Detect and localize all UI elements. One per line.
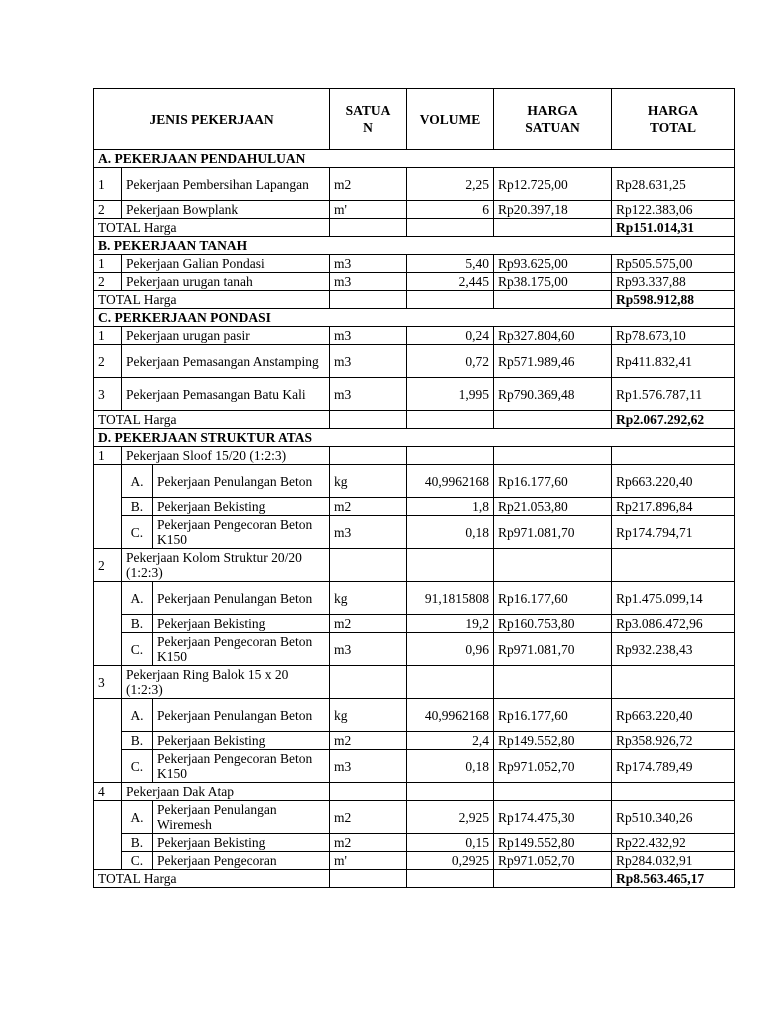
table-row [94,801,735,834]
total-price: Rp93.337,88 [612,273,735,291]
item-code: A. [122,801,153,834]
unit: kg [330,699,407,732]
header-satuan-line1: SATUA [345,103,391,118]
unit-price: Rp16.177,60 [494,699,612,732]
volume: 0,72 [407,345,494,378]
total-price: Rp284.032,91 [612,852,735,870]
item-code: C. [122,516,153,549]
volume: 1,995 [407,378,494,411]
unit-price: Rp149.552,80 [494,732,612,750]
group-row [94,447,735,465]
row-number: 3 [94,666,122,699]
header-harga-satuan-line2: SATUAN [525,120,580,135]
empty-cell [407,549,494,582]
row-number: 4 [94,783,122,801]
unit: m2 [330,732,407,750]
header-row [94,89,735,150]
section-title-row [94,237,735,255]
table-row [94,255,735,273]
empty-cell [494,411,612,429]
table-row [94,750,735,783]
group-name: Pekerjaan Ring Balok 15 x 20 (1:2:3) [122,666,330,699]
total-price: Rp932.238,43 [612,633,735,666]
indent-cell [94,699,122,783]
empty-cell [494,549,612,582]
volume: 0,2925 [407,852,494,870]
section-a-title: A. PEKERJAAN PENDAHULUAN [94,150,735,168]
row-number: 1 [94,447,122,465]
item-code: A. [122,699,153,732]
work-name: Pekerjaan Pengecoran Beton K150 [153,750,330,783]
group-row [94,549,735,582]
volume: 2,4 [407,732,494,750]
empty-cell [407,666,494,699]
work-name: Pekerjaan Bowplank [122,201,330,219]
total-price: Rp663.220,40 [612,699,735,732]
unit: m3 [330,378,407,411]
work-name: Pekerjaan urugan tanah [122,273,330,291]
work-name: Pekerjaan Galian Pondasi [122,255,330,273]
unit: m2 [330,168,407,201]
unit: m3 [330,327,407,345]
group-name: Pekerjaan Dak Atap [122,783,330,801]
unit: m3 [330,255,407,273]
indent-cell [94,465,122,549]
volume: 0,96 [407,633,494,666]
item-code: A. [122,465,153,498]
section-total: Rp151.014,31 [612,219,735,237]
total-price: Rp217.896,84 [612,498,735,516]
row-number: 1 [94,168,122,201]
volume: 0,18 [407,516,494,549]
table-row [94,834,735,852]
total-row [94,219,735,237]
total-price: Rp1.576.787,11 [612,378,735,411]
group-name: Pekerjaan Sloof 15/20 (1:2:3) [122,447,330,465]
unit: m2 [330,834,407,852]
unit-price: Rp971.081,70 [494,516,612,549]
table-row [94,273,735,291]
empty-cell [330,219,407,237]
total-row [94,870,735,888]
table-row [94,465,735,498]
work-name: Pekerjaan Bekisting [153,834,330,852]
unit-price: Rp16.177,60 [494,582,612,615]
volume: 0,15 [407,834,494,852]
table-row [94,615,735,633]
item-code: C. [122,852,153,870]
unit: kg [330,465,407,498]
header-satuan [330,89,407,150]
work-name: Pekerjaan Penulangan Beton [153,699,330,732]
unit-price: Rp16.177,60 [494,465,612,498]
unit-price: Rp160.753,80 [494,615,612,633]
unit: m3 [330,516,407,549]
unit-price: Rp971.052,70 [494,750,612,783]
table-row [94,378,735,411]
unit-price: Rp327.804,60 [494,327,612,345]
empty-cell [494,291,612,309]
unit: m3 [330,633,407,666]
unit-price: Rp149.552,80 [494,834,612,852]
group-row [94,783,735,801]
total-price: Rp174.794,71 [612,516,735,549]
header-harga-satuan [494,89,612,150]
group-row [94,666,735,699]
total-price: Rp358.926,72 [612,732,735,750]
empty-cell [494,870,612,888]
empty-cell [330,411,407,429]
work-name: Pekerjaan Penulangan Wiremesh [153,801,330,834]
work-name: Pekerjaan Pemasangan Anstamping [122,345,330,378]
section-total: Rp2.067.292,62 [612,411,735,429]
empty-cell [407,447,494,465]
total-price: Rp28.631,25 [612,168,735,201]
item-code: B. [122,498,153,516]
empty-cell [407,783,494,801]
table-row [94,633,735,666]
total-label: TOTAL Harga [94,219,330,237]
indent-cell [94,801,122,870]
total-price: Rp3.086.472,96 [612,615,735,633]
volume: 1,8 [407,498,494,516]
volume: 40,9962168 [407,699,494,732]
table-row [94,699,735,732]
total-price: Rp122.383,06 [612,201,735,219]
unit: m' [330,852,407,870]
table-row [94,732,735,750]
item-code: A. [122,582,153,615]
header-harga-total-line1: HARGA [647,103,699,118]
work-name: Pekerjaan Pengecoran [153,852,330,870]
empty-cell [612,447,735,465]
header-jenis: JENIS PEKERJAAN [94,89,330,150]
indent-cell [94,582,122,666]
table-row [94,498,735,516]
table-row [94,582,735,615]
volume: 0,18 [407,750,494,783]
volume: 19,2 [407,615,494,633]
header-harga-total [612,89,735,150]
unit: m3 [330,273,407,291]
work-name: Pekerjaan Pemasangan Batu Kali [122,378,330,411]
row-number: 2 [94,345,122,378]
table-row [94,201,735,219]
table-row [94,327,735,345]
total-price: Rp1.475.099,14 [612,582,735,615]
table-row [94,345,735,378]
total-price: Rp663.220,40 [612,465,735,498]
unit-price: Rp971.081,70 [494,633,612,666]
empty-cell [330,666,407,699]
section-b-title: B. PEKERJAAN TANAH [94,237,735,255]
empty-cell [407,291,494,309]
unit-price: Rp20.397,18 [494,201,612,219]
unit: m3 [330,345,407,378]
header-harga-total-line2: TOTAL [650,120,697,135]
item-code: C. [122,633,153,666]
volume: 2,925 [407,801,494,834]
total-row [94,291,735,309]
total-price: Rp78.673,10 [612,327,735,345]
row-number: 1 [94,255,122,273]
empty-cell [330,870,407,888]
item-code: B. [122,834,153,852]
total-price: Rp505.575,00 [612,255,735,273]
empty-cell [494,219,612,237]
empty-cell [330,783,407,801]
header-volume: VOLUME [407,89,494,150]
empty-cell [407,219,494,237]
volume: 0,24 [407,327,494,345]
unit: m3 [330,750,407,783]
empty-cell [330,291,407,309]
unit-price: Rp21.053,80 [494,498,612,516]
work-name: Pekerjaan Bekisting [153,732,330,750]
empty-cell [330,447,407,465]
total-price: Rp510.340,26 [612,801,735,834]
total-price: Rp411.832,41 [612,345,735,378]
unit: m2 [330,801,407,834]
work-name: Pekerjaan Penulangan Beton [153,465,330,498]
empty-cell [612,783,735,801]
section-title-row [94,150,735,168]
row-number: 2 [94,273,122,291]
work-name: Pekerjaan Pembersihan Lapangan [122,168,330,201]
section-c-title: C. PERKERJAAN PONDASI [94,309,735,327]
volume: 6 [407,201,494,219]
row-number: 3 [94,378,122,411]
work-name: Pekerjaan Penulangan Beton [153,582,330,615]
table-row [94,852,735,870]
empty-cell [612,549,735,582]
total-row [94,411,735,429]
volume: 91,1815808 [407,582,494,615]
unit-price: Rp12.725,00 [494,168,612,201]
table-row [94,168,735,201]
empty-cell [330,549,407,582]
empty-cell [494,666,612,699]
unit-price: Rp93.625,00 [494,255,612,273]
unit: m2 [330,498,407,516]
group-name: Pekerjaan Kolom Struktur 20/20 (1:2:3) [122,549,330,582]
empty-cell [494,783,612,801]
work-name: Pekerjaan Pengecoran Beton K150 [153,633,330,666]
section-d-title: D. PEKERJAAN STRUKTUR ATAS [94,429,735,447]
work-name: Pekerjaan Bekisting [153,615,330,633]
total-price: Rp174.789,49 [612,750,735,783]
unit-price: Rp571.989,46 [494,345,612,378]
volume: 5,40 [407,255,494,273]
item-code: B. [122,615,153,633]
empty-cell [612,666,735,699]
unit-price: Rp38.175,00 [494,273,612,291]
unit: kg [330,582,407,615]
empty-cell [407,870,494,888]
total-price: Rp22.432,92 [612,834,735,852]
header-harga-satuan-line1: HARGA [527,103,578,118]
row-number: 2 [94,549,122,582]
table-row [94,516,735,549]
total-label: TOTAL Harga [94,291,330,309]
total-label: TOTAL Harga [94,411,330,429]
row-number: 2 [94,201,122,219]
cost-estimate-table [93,88,735,888]
volume: 2,25 [407,168,494,201]
section-total: Rp8.563.465,17 [612,870,735,888]
unit-price: Rp971.052,70 [494,852,612,870]
volume: 40,9962168 [407,465,494,498]
unit: m' [330,201,407,219]
section-total: Rp598.912,88 [612,291,735,309]
work-name: Pekerjaan urugan pasir [122,327,330,345]
work-name: Pekerjaan Bekisting [153,498,330,516]
volume: 2,445 [407,273,494,291]
section-title-row [94,309,735,327]
total-label: TOTAL Harga [94,870,330,888]
item-code: C. [122,750,153,783]
work-name: Pekerjaan Pengecoran Beton K150 [153,516,330,549]
item-code: B. [122,732,153,750]
unit-price: Rp174.475,30 [494,801,612,834]
unit: m2 [330,615,407,633]
empty-cell [494,447,612,465]
section-title-row [94,429,735,447]
header-satuan-line2: N [363,120,373,135]
unit-price: Rp790.369,48 [494,378,612,411]
row-number: 1 [94,327,122,345]
empty-cell [407,411,494,429]
